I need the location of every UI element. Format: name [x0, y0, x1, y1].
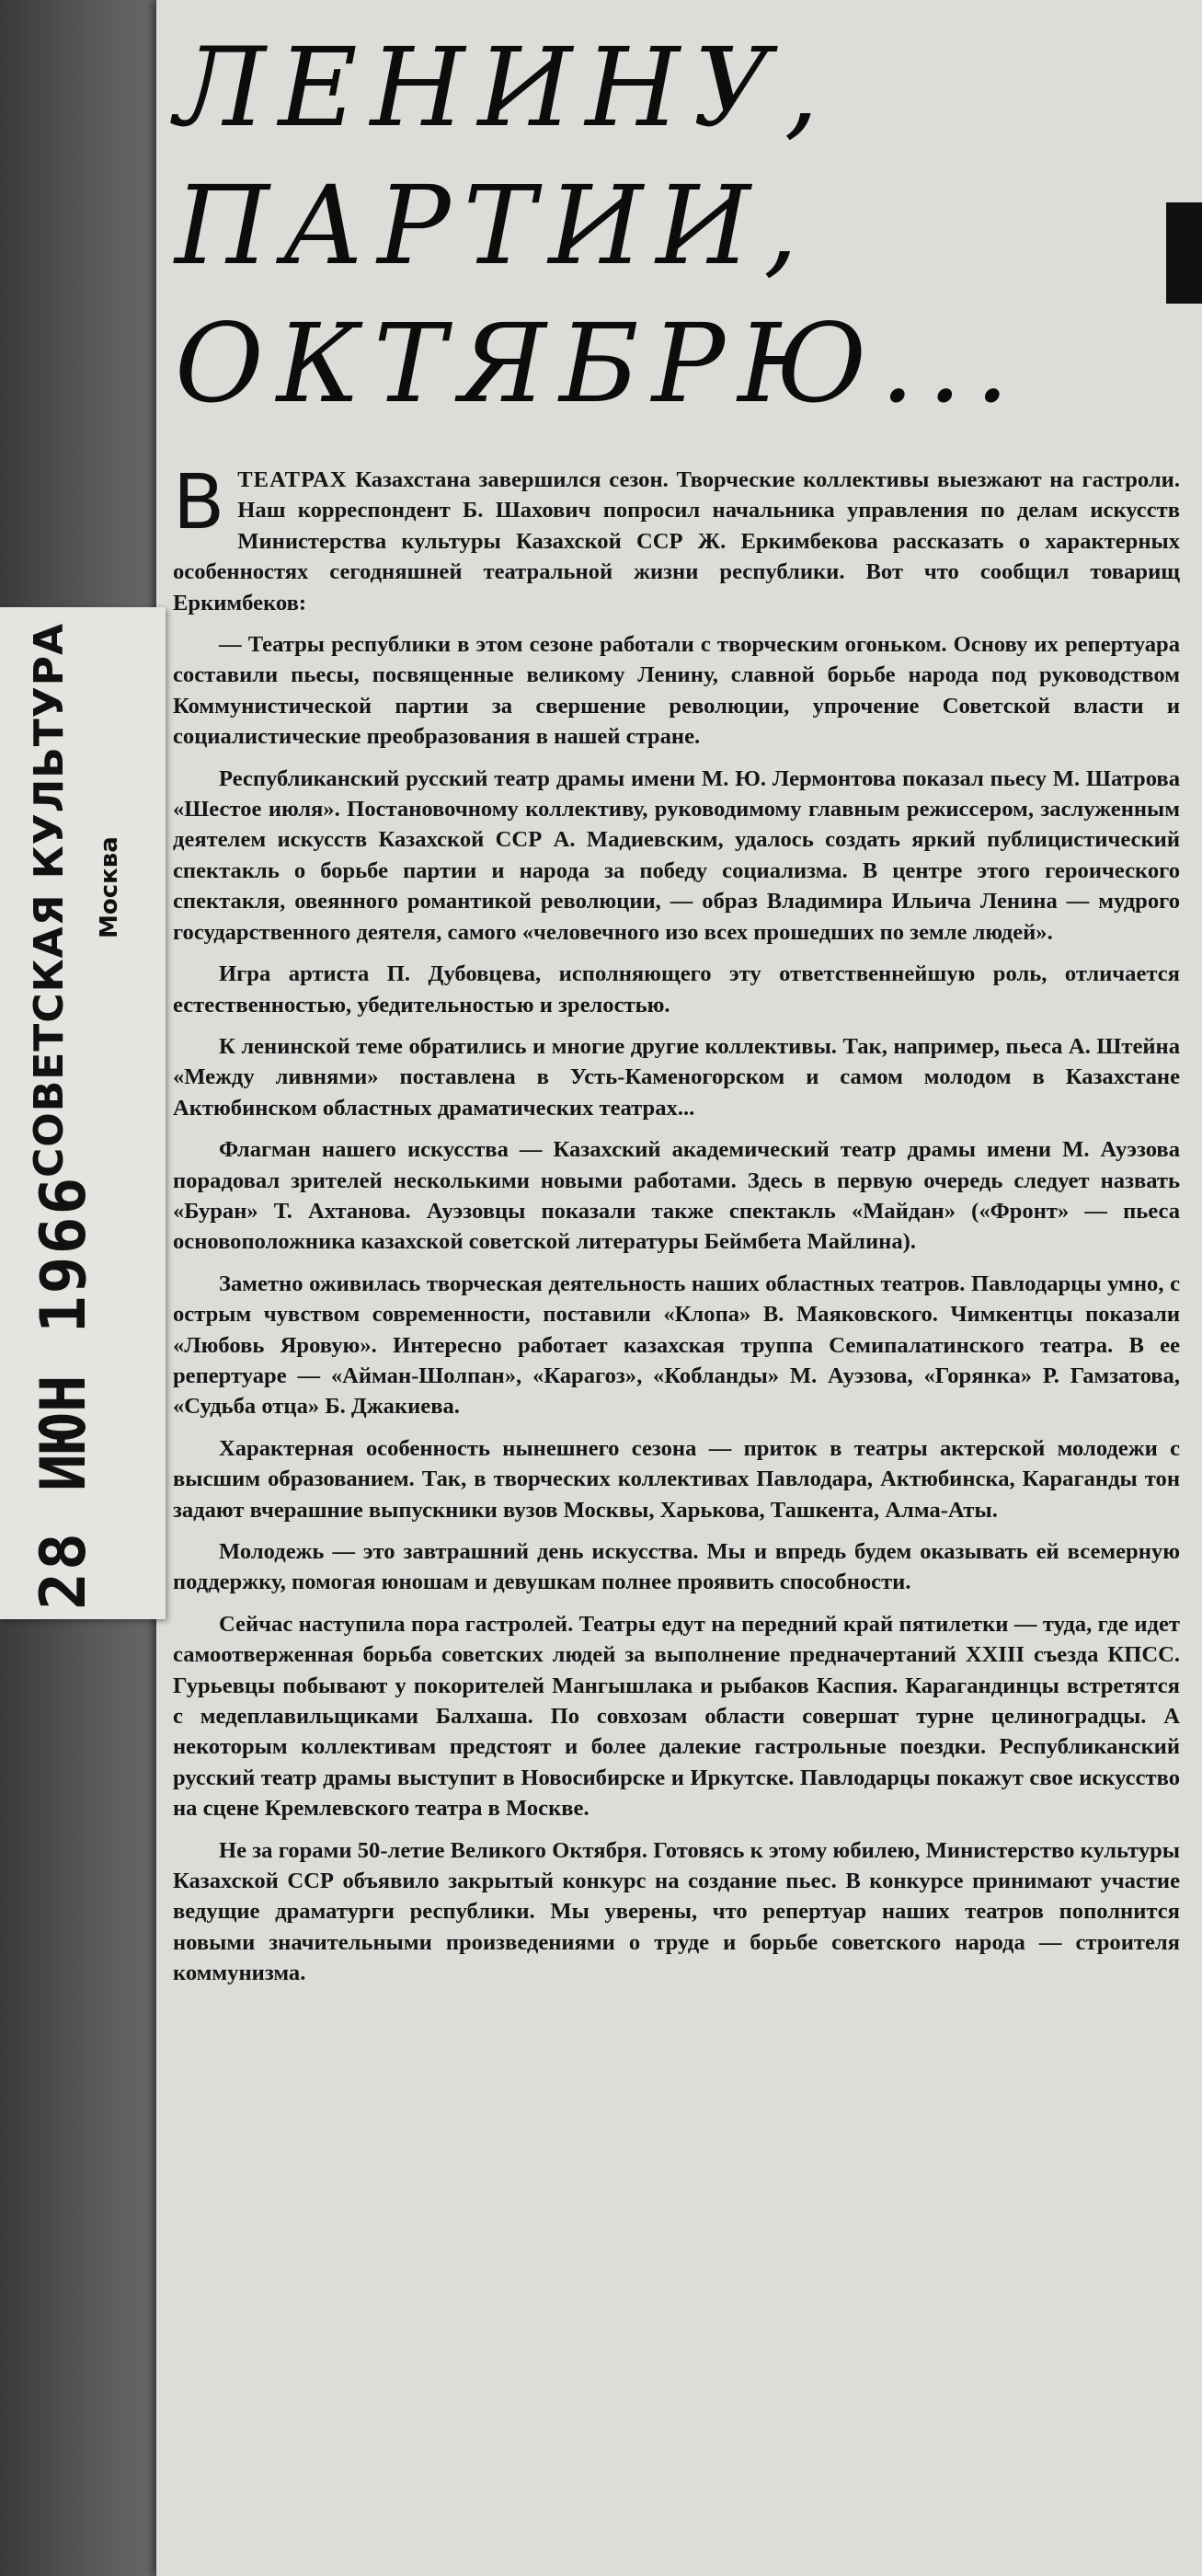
paragraph: Флагман нашего искусства — Казахский академический театр драмы имени М. Ауэзова порадовал зрителей несколькими новыми работами. Здесь в первую очередь следует назвать «Буран» Т. Ахтанова. Ауэзовцы показали также спектакль «Майдан» («Фронт» — пьеса основоположника казахской советской литературы Беймбета Майлина).	[173, 1137, 1180, 1255]
lead-text: Казахстана завершился сезон. Творческие коллективы выезжают на гастроли. Наш корреспондент Б. Шахович попросил начальника управления по делам искусств Министерства культуры Казахской ССР Ж. Еркимбекова рассказать о характерных особенностях сегодняшней театральной жизни республики. Вот что сообщил товарищ Еркимбеков:	[173, 467, 1180, 615]
paragraph: К ленинской теме обратились и многие другие коллективы. Так, например, пьеса А. Штейна «Между ливнями» поставлена в Усть-Каменогорском и самом молодом в Казахстане Актюбинском областных драматических театрах...	[173, 1033, 1180, 1121]
lead-heading: ТЕАТРАХ	[237, 467, 348, 492]
headline-line: ЛЕНИНУ,	[175, 24, 832, 151]
drop-cap: В	[173, 459, 225, 546]
paragraph: Характерная особенность нынешнего сезона — приток в театры актерской молодежи с высшим образованием. Так, в творческих коллективах Павлодара, Актюбинска, Караганды тон задают вчерашние выпускники вузов Москвы, Харькова, Ташкента, Алма-Аты.	[173, 1435, 1180, 1523]
article-body	[173, 459, 1180, 2000]
paragraph: Сейчас наступила пора гастролей. Театры едут на передний край пятилетки — туда, где идет самоотверженная борьба советских людей за выполнение предначертаний XXIII съезда КПСС. Гурьевцы побывают у покорителей Мангышлака и рыбаков Каспия. Карагандинцы встретятся с медеплавильщиками Балхаша. По совхозам области совершат турне целиноградцы. А некоторым коллективам предстоят и более далекие гастрольные поездки. Республиканский русский театр драмы выступит в Новосибирске и Иркутске. Павлодарцы покажут свое искусство на сцене Кремлевского театра в Москве.	[173, 1611, 1180, 1822]
date-stamp: 28 ИЮН 1966	[28, 1175, 100, 1610]
newspaper-name-stamp: СОВЕТСКАЯ КУЛЬТУРА	[26, 622, 73, 1178]
city-stamp: Москва	[96, 836, 123, 938]
lead-paragraph	[173, 459, 1180, 618]
paragraph: Игра артиста П. Дубовцева, исполняющего эту ответственнейшую роль, отличается естественностью, убедительностью и зрелостью.	[173, 961, 1180, 1018]
article-headline	[175, 18, 1150, 432]
paragraph: Молодежь — это завтрашний день искусства. Мы и впредь будем оказывать ей всемерную поддержку, помогая юношам и девушкам полнее проявить способности.	[173, 1539, 1180, 1595]
headline-line: ПАРТИИ,	[175, 162, 811, 289]
paragraph: Заметно оживилась творческая деятельность наших областных театров. Павлодарцы умно, с острым чувством современности, поставили «Клопа» В. Маяковского. Чимкентцы показали «Любовь Яровую». Интересно работает казахская труппа Семипалатинского театра. В ее репертуаре — «Айман-Шолпан», «Карагоз», «Кобланды» М. Ауэзова, «Горянка» Р. Гамзатова, «Судьба отца» Б. Джакиева.	[173, 1271, 1180, 1420]
paragraph: Не за горами 50-летие Великого Октября. Готовясь к этому юбилею, Министерство культуры Казахской ССР объявило закрытый конкурс на создание пьес. В конкурсе принимают участие ведущие драматурги республики. Мы уверены, что репертуар наших театров пополнится новыми значительными произведениями о труде и борьбе советского народа — строителя коммунизма.	[173, 1837, 1180, 1986]
headline-line: ОКТЯБРЮ...	[175, 300, 1023, 427]
black-tab-mark	[1166, 202, 1202, 304]
paragraph: Республиканский русский театр драмы имени М. Ю. Лермонтова показал пьесу М. Шатрова «Шестое июля». Постановочному коллективу, руководимому главным режиссером, заслуженным деятелем искусств Казахской ССР А. Мадиевским, удалось создать яркий публицистический спектакль о борьбе партии и народа за победу социализма. В центре этого героического спектакля, овеянного романтикой революции, — образ Владимира Ильича Ленина — мудрого государственного деятеля, самого «человечного изо всех прошедших по земле людей».	[173, 765, 1180, 945]
paragraph: — Театры республики в этом сезоне работали с творческим огоньком. Основу их репертуара составили пьесы, посвященные великому Ленину, славной борьбе народа под руководством Коммунистической партии за свершение революции, упрочение Советской власти и социалистические преобразования в нашей стране.	[173, 632, 1180, 750]
